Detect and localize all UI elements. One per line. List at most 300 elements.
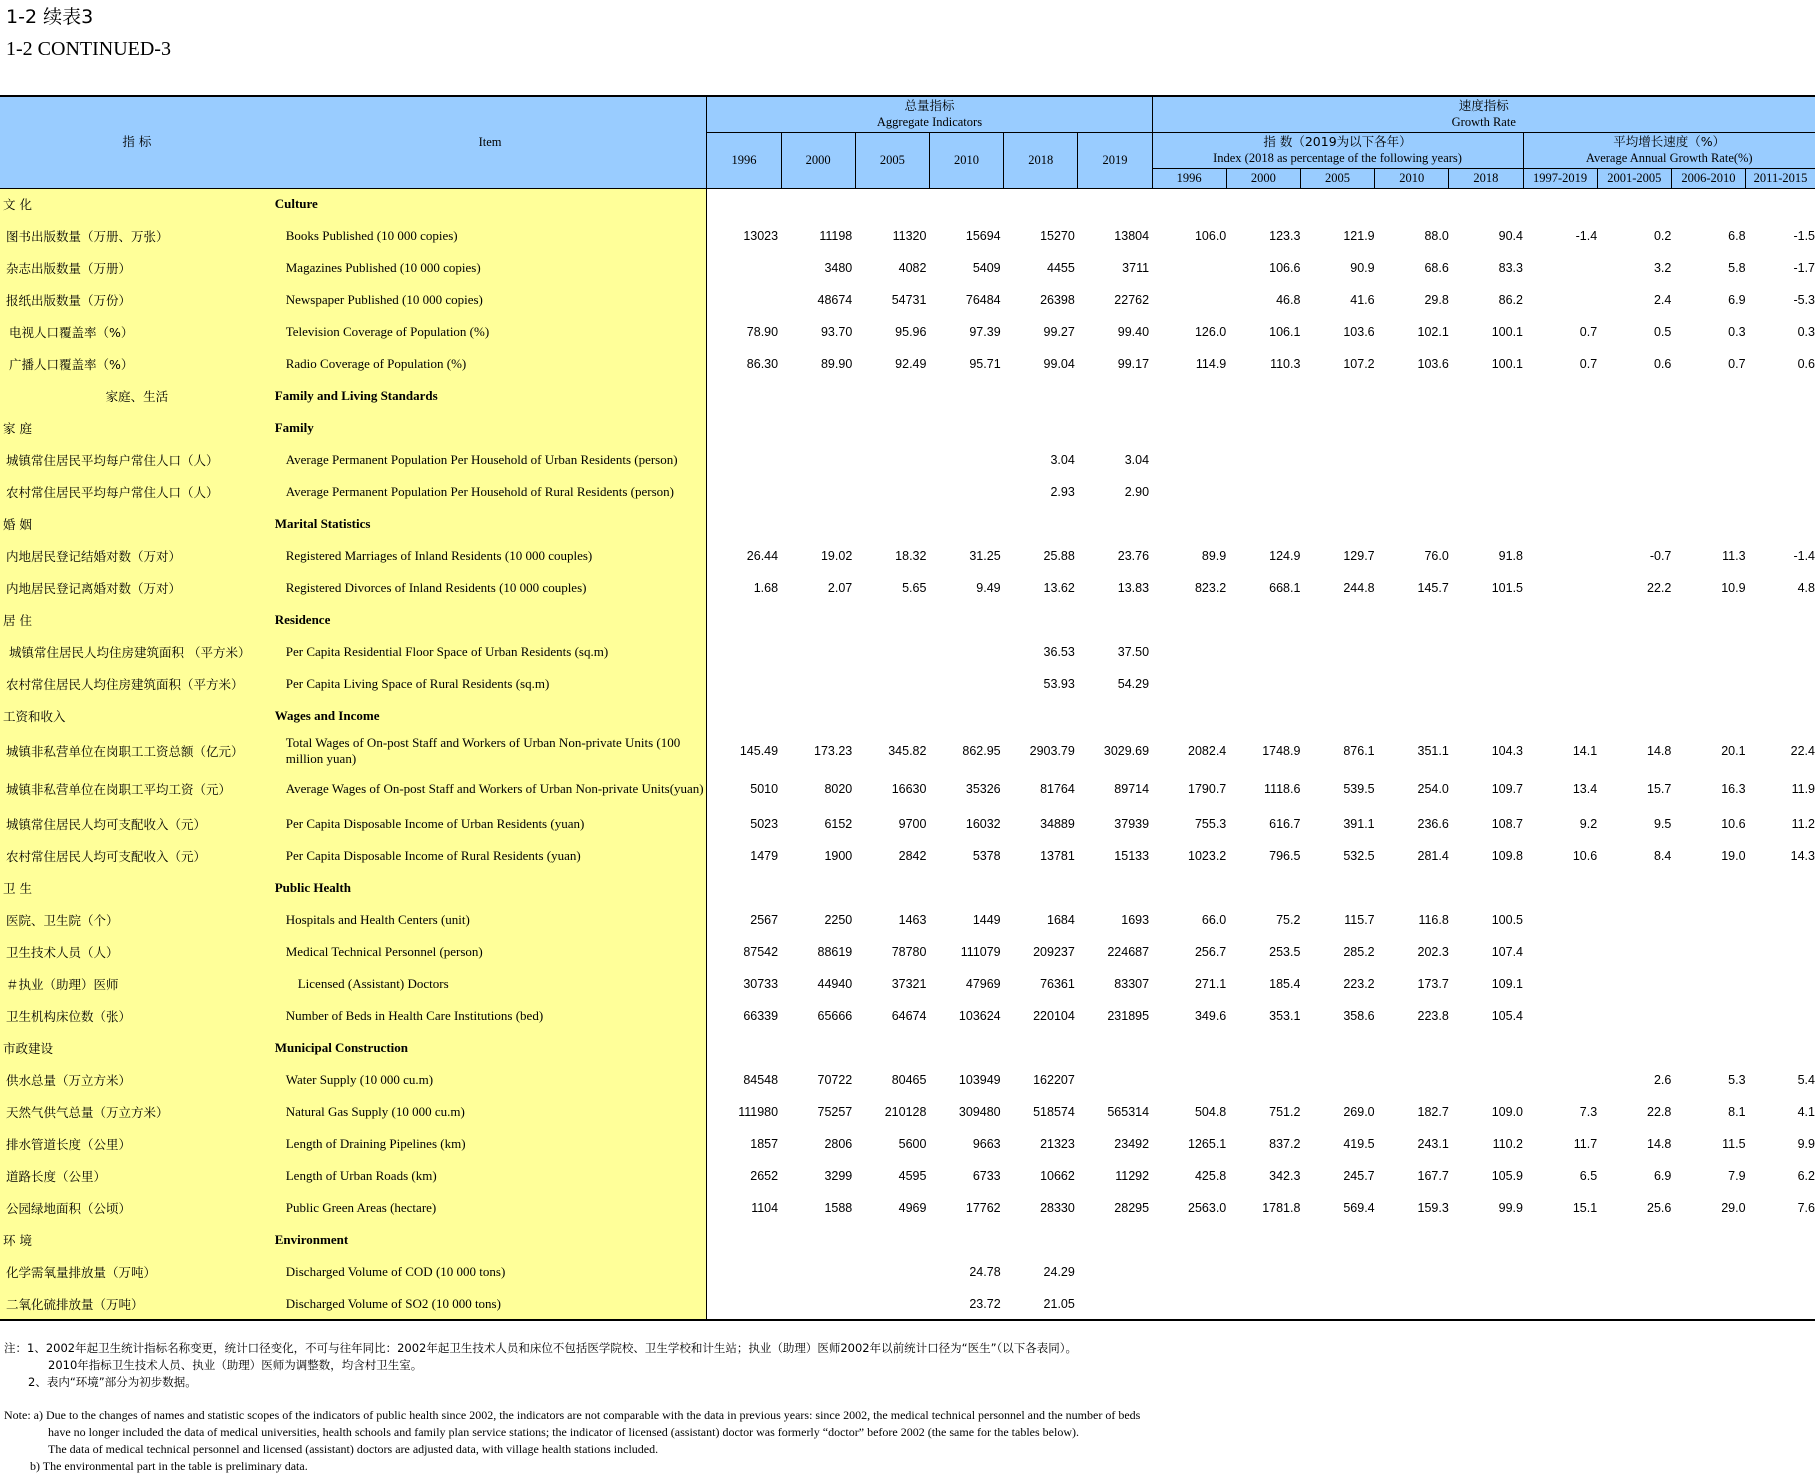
value-cell: 78.90 (746, 325, 779, 339)
table-row (0, 1288, 1815, 1320)
indicator-cn: 供水总量（万立方米） (0, 1064, 274, 1096)
value-cell: 3480 (824, 261, 853, 275)
value-cell (1597, 604, 1671, 636)
category-row (0, 604, 1815, 636)
value-cell (781, 636, 855, 668)
value-cell (929, 508, 1003, 540)
table-row (0, 668, 1815, 700)
indicator-cn: 城镇常住居民平均每户常住人口（人） (0, 444, 274, 476)
value-cell (1375, 188, 1449, 220)
value-cell: 3.2 (1653, 261, 1672, 275)
value-cell (781, 1032, 855, 1064)
value-cell: 110.2 (1492, 1137, 1523, 1151)
value-cell (707, 284, 781, 316)
value-cell (1597, 1032, 1671, 1064)
value-cell (707, 604, 781, 636)
value-cell (1152, 476, 1226, 508)
category-row (0, 508, 1815, 540)
value-cell (929, 604, 1003, 636)
value-cell: 29.0 (1721, 1201, 1746, 1215)
value-cell: 2250 (824, 913, 853, 927)
value-cell: 0.6 (1653, 357, 1672, 371)
value-cell (855, 636, 929, 668)
value-cell: 2652 (750, 1169, 779, 1183)
table-row (0, 904, 1815, 936)
header-year: 1996 (707, 132, 781, 188)
value-cell (1152, 636, 1226, 668)
table-row (0, 732, 1815, 770)
table-row (0, 252, 1815, 284)
value-cell: 224687 (1107, 945, 1150, 959)
value-cell (1746, 1256, 1815, 1288)
value-cell: 223.8 (1417, 1009, 1449, 1023)
value-cell (1523, 444, 1597, 476)
indicator-cn: 医院、卫生院（个） (0, 904, 274, 936)
value-cell: 3.04 (1050, 453, 1075, 467)
value-cell: 15133 (1114, 849, 1150, 863)
value-cell: 111980 (738, 1105, 779, 1119)
value-cell: 2903.79 (1029, 744, 1075, 758)
table-row (0, 808, 1815, 840)
value-cell: 34889 (1040, 817, 1075, 831)
value-cell: 37321 (891, 977, 927, 991)
indicator-cn: 广播人口覆盖率（%） (0, 348, 274, 380)
indicator-cn: 城镇常住居民人均可支配收入（元） (0, 808, 274, 840)
value-cell: 103624 (958, 1009, 1001, 1023)
value-cell: 0.6 (1797, 357, 1815, 371)
value-cell: 4.1 (1797, 1105, 1815, 1119)
value-cell: 14.8 (1647, 1137, 1672, 1151)
value-cell (1226, 412, 1300, 444)
value-cell: 76361 (1040, 977, 1075, 991)
value-cell (781, 1256, 855, 1288)
value-cell: 167.7 (1417, 1169, 1449, 1183)
value-cell: 99.40 (1117, 325, 1150, 339)
value-cell: 1449 (972, 913, 1001, 927)
value-cell (1449, 668, 1523, 700)
header-year: 2010 (929, 132, 1003, 188)
value-cell: 15694 (965, 229, 1001, 243)
value-cell (1449, 476, 1523, 508)
value-cell: 539.5 (1343, 782, 1375, 796)
value-cell: 90.4 (1498, 229, 1523, 243)
indicator-cn: 卫 生 (0, 872, 274, 904)
value-cell: 29.8 (1424, 293, 1449, 307)
value-cell (707, 700, 781, 732)
value-cell (1004, 412, 1078, 444)
value-cell (781, 380, 855, 412)
value-cell: 6.2 (1797, 1169, 1815, 1183)
value-cell: 1857 (750, 1137, 779, 1151)
indicator-cn: 道路长度（公里） (0, 1160, 274, 1192)
header-index-year: 2010 (1375, 168, 1449, 188)
value-cell (1300, 380, 1374, 412)
item-en: Residence (274, 604, 707, 636)
table-row (0, 220, 1815, 252)
item-en: Length of Draining Pipelines (km) (274, 1128, 707, 1160)
value-cell (855, 1288, 929, 1320)
value-cell (1449, 604, 1523, 636)
value-cell: 16630 (891, 782, 927, 796)
value-cell: 4.8 (1797, 581, 1815, 595)
value-cell: 253.5 (1269, 945, 1301, 959)
table-row (0, 476, 1815, 508)
value-cell: 8.4 (1653, 849, 1672, 863)
value-cell (1449, 412, 1523, 444)
value-cell: 16032 (965, 817, 1001, 831)
value-cell: 24.29 (1043, 1265, 1075, 1279)
value-cell (1746, 444, 1815, 476)
value-cell: 13804 (1114, 229, 1150, 243)
value-cell (1671, 412, 1745, 444)
value-cell (1078, 604, 1152, 636)
value-cell: 862.95 (962, 744, 1001, 758)
value-cell: 88.0 (1424, 229, 1449, 243)
value-cell (1300, 1224, 1374, 1256)
value-cell: 110.3 (1270, 357, 1301, 371)
value-cell: 0.3 (1797, 325, 1815, 339)
value-cell: 2.90 (1124, 485, 1150, 499)
value-cell (929, 1032, 1003, 1064)
value-cell: 37939 (1114, 817, 1150, 831)
value-cell: 2842 (898, 849, 927, 863)
item-en: Public Health (274, 872, 707, 904)
indicator-cn: 公园绿地面积（公顷） (0, 1192, 274, 1224)
value-cell: 100.1 (1491, 325, 1523, 339)
value-cell (1078, 1032, 1152, 1064)
value-cell (1078, 380, 1152, 412)
value-cell (1597, 1288, 1671, 1320)
value-cell (855, 700, 929, 732)
header-index-year: 2005 (1300, 168, 1374, 188)
indicator-cn: 报纸出版数量（万份） (0, 284, 274, 316)
value-cell (1597, 188, 1671, 220)
value-cell: 6.5 (1579, 1169, 1598, 1183)
value-cell: 106.0 (1194, 229, 1227, 243)
indicator-cn: ＃执业（助理）医师 (0, 968, 274, 1000)
value-cell: 269.0 (1343, 1105, 1375, 1119)
value-cell: 504.8 (1194, 1105, 1227, 1119)
value-cell: 210128 (884, 1105, 927, 1119)
value-cell (1746, 904, 1815, 936)
indicator-cn: 卫生机构床位数（张） (0, 1000, 274, 1032)
value-cell: 9.49 (976, 581, 1001, 595)
value-cell: 0.7 (1579, 357, 1598, 371)
table-row (0, 316, 1815, 348)
value-cell (1597, 444, 1671, 476)
table-title-cn: 1-2 续表3 (6, 6, 94, 28)
value-cell (1300, 412, 1374, 444)
value-cell (1152, 1224, 1226, 1256)
value-cell: 81764 (1040, 782, 1075, 796)
value-cell (1004, 604, 1078, 636)
value-cell: 1781.8 (1262, 1201, 1301, 1215)
value-cell (1078, 1256, 1152, 1288)
value-cell (781, 508, 855, 540)
value-cell (1671, 476, 1745, 508)
value-cell (1671, 604, 1745, 636)
value-cell (1449, 872, 1523, 904)
value-cell (1671, 380, 1745, 412)
value-cell: 281.4 (1417, 849, 1449, 863)
item-en: Marital Statistics (274, 508, 707, 540)
value-cell (929, 1224, 1003, 1256)
table-body (0, 188, 1815, 1320)
value-cell: 54731 (891, 293, 927, 307)
value-cell (1449, 636, 1523, 668)
value-cell (1078, 700, 1152, 732)
value-cell: 100.5 (1491, 913, 1523, 927)
value-cell (1375, 636, 1449, 668)
value-cell: 9.2 (1579, 817, 1598, 831)
value-cell (1078, 1064, 1152, 1096)
value-cell (1226, 1224, 1300, 1256)
value-cell (1078, 1288, 1152, 1320)
indicator-cn: 市政建设 (0, 1032, 274, 1064)
value-cell (1523, 252, 1597, 284)
value-cell (1449, 380, 1523, 412)
indicator-cn: 农村常住居民人均住房建筑面积（平方米） (0, 668, 274, 700)
value-cell: 116.8 (1418, 913, 1449, 927)
value-cell: 10.6 (1721, 817, 1746, 831)
indicator-cn: 内地居民登记结婚对数（万对） (0, 540, 274, 572)
value-cell: 22762 (1114, 293, 1150, 307)
value-cell (1671, 700, 1745, 732)
value-cell (1523, 508, 1597, 540)
value-cell: 6.9 (1728, 293, 1746, 307)
value-cell: 91.8 (1498, 549, 1523, 563)
table-title-en: 1-2 CONTINUED-3 (6, 38, 171, 60)
value-cell: -5.3 (1793, 293, 1815, 307)
value-cell (1152, 700, 1226, 732)
value-cell (1746, 188, 1815, 220)
indicator-cn: 家 庭 (0, 412, 274, 444)
value-cell: 876.1 (1343, 744, 1375, 758)
value-cell (1523, 1288, 1597, 1320)
value-cell (1226, 604, 1300, 636)
value-cell: 28330 (1040, 1201, 1075, 1215)
value-cell: 796.5 (1269, 849, 1301, 863)
indicator-cn: 电视人口覆盖率（%） (0, 316, 274, 348)
value-cell (1152, 284, 1226, 316)
value-cell: 108.7 (1491, 817, 1523, 831)
value-cell: 245.7 (1343, 1169, 1375, 1183)
value-cell: 3.04 (1124, 453, 1150, 467)
value-cell (1746, 508, 1815, 540)
value-cell (1300, 700, 1374, 732)
value-cell: 15.7 (1647, 782, 1672, 796)
value-cell: 11320 (892, 229, 927, 243)
indicator-cn: 图书出版数量（万册、万张） (0, 220, 274, 252)
value-cell (1078, 188, 1152, 220)
table-row (0, 1000, 1815, 1032)
value-cell: 162207 (1033, 1073, 1075, 1087)
value-cell (1523, 1032, 1597, 1064)
value-cell: 3711 (1122, 261, 1150, 275)
category-row (0, 700, 1815, 732)
value-cell (707, 508, 781, 540)
value-cell: 97.39 (969, 325, 1001, 339)
value-cell (855, 1256, 929, 1288)
note-en-1: Note: a) Due to the changes of names and statistic scopes of the indicators of public health since 2002, the indicators are not comparable with the data in previous years: since 2002, the medical technical personnel and the number of beds (4, 1408, 1141, 1422)
item-en: Family (274, 412, 707, 444)
value-cell: 44940 (817, 977, 853, 991)
value-cell (1004, 700, 1078, 732)
value-cell (1746, 1288, 1815, 1320)
value-cell (707, 636, 781, 668)
value-cell: 220104 (1033, 1009, 1075, 1023)
value-cell: 13781 (1040, 849, 1075, 863)
value-cell: 1684 (1047, 913, 1075, 927)
item-en: Discharged Volume of COD (10 000 tons) (274, 1256, 707, 1288)
value-cell: 1118.6 (1264, 782, 1301, 796)
value-cell: 425.8 (1194, 1169, 1227, 1183)
table-row (0, 1064, 1815, 1096)
value-cell: 569.4 (1343, 1201, 1375, 1215)
value-cell (1375, 380, 1449, 412)
value-cell: 11.2 (1791, 817, 1815, 831)
value-cell: 80465 (891, 1073, 927, 1087)
value-cell: -1.7 (1793, 261, 1815, 275)
indicator-cn: 天然气供气总量（万立方米） (0, 1096, 274, 1128)
value-cell: 89.90 (820, 357, 853, 371)
item-en: Family and Living Standards (274, 380, 707, 412)
value-cell: 11.5 (1722, 1137, 1746, 1151)
value-cell (1152, 872, 1226, 904)
value-cell: 0.3 (1728, 325, 1746, 339)
note-cn-2: 2010年指标卫生技术人员、执业（助理）医师为调整数，均含村卫生室。 (48, 1358, 423, 1372)
value-cell: 21.05 (1004, 1288, 1078, 1320)
value-cell (855, 444, 929, 476)
value-cell (1375, 1064, 1449, 1096)
value-cell (929, 188, 1003, 220)
value-cell (929, 636, 1003, 668)
category-row (0, 188, 1815, 220)
value-cell: 4969 (898, 1201, 927, 1215)
value-cell (1300, 1064, 1374, 1096)
value-cell (707, 188, 781, 220)
value-cell: 9.5 (1653, 817, 1672, 831)
value-cell: 13.83 (1117, 581, 1150, 595)
header-item-en: Item (274, 96, 707, 188)
item-en: Newspaper Published (10 000 copies) (274, 284, 707, 316)
value-cell (781, 700, 855, 732)
value-cell (1078, 872, 1152, 904)
value-cell (1226, 444, 1300, 476)
value-cell (1375, 700, 1449, 732)
indicator-cn: 化学需氧量排放量（万吨） (0, 1256, 274, 1288)
value-cell: 243.1 (1417, 1137, 1449, 1151)
value-cell: 2.4 (1653, 293, 1672, 307)
value-cell (1300, 636, 1374, 668)
value-cell: 14.8 (1647, 744, 1672, 758)
value-cell: 70722 (817, 1073, 853, 1087)
value-cell (1004, 1224, 1078, 1256)
value-cell: 173.23 (814, 744, 853, 758)
value-cell: 391.1 (1343, 817, 1375, 831)
value-cell (1449, 188, 1523, 220)
value-cell: 1104 (751, 1201, 779, 1215)
value-cell: 109.8 (1491, 849, 1523, 863)
value-cell (1152, 604, 1226, 636)
header-period: 1997-2019 (1523, 168, 1597, 188)
value-cell: 1463 (898, 913, 927, 927)
indicator-cn: 城镇常住居民人均住房建筑面积 （平方米） (0, 636, 274, 668)
header-index: 指 数（2019为以下各年） Index (2018 as percentage of the following years) (1152, 132, 1523, 168)
value-cell: 103949 (958, 1073, 1001, 1087)
value-cell (1746, 636, 1815, 668)
indicator-cn: 排水管道长度（公里） (0, 1128, 274, 1160)
value-cell: 105.9 (1491, 1169, 1523, 1183)
value-cell: -1.5 (1793, 229, 1815, 243)
value-cell: 46.8 (1276, 293, 1301, 307)
value-cell: 48674 (817, 293, 853, 307)
value-cell (1523, 904, 1597, 936)
item-en: Public Green Areas (hectare) (274, 1192, 707, 1224)
header-year: 2019 (1078, 132, 1152, 188)
value-cell (1152, 508, 1226, 540)
value-cell: 3029.69 (1103, 744, 1150, 758)
item-en: Environment (274, 1224, 707, 1256)
value-cell (1375, 1032, 1449, 1064)
value-cell: 16.3 (1721, 782, 1746, 796)
value-cell (1449, 700, 1523, 732)
value-cell (1004, 508, 1078, 540)
value-cell (1597, 700, 1671, 732)
value-cell: 616.7 (1269, 817, 1301, 831)
item-en: Wages and Income (274, 700, 707, 732)
value-cell (929, 872, 1003, 904)
value-cell (1523, 1256, 1597, 1288)
value-cell: 823.2 (1194, 581, 1227, 595)
category-row (0, 1224, 1815, 1256)
value-cell: 1693 (1121, 913, 1150, 927)
value-cell (1597, 412, 1671, 444)
value-cell: 99.27 (1043, 325, 1075, 339)
indicator-cn: 卫生技术人员（人） (0, 936, 274, 968)
item-en: Magazines Published (10 000 copies) (274, 252, 707, 284)
value-cell (1523, 412, 1597, 444)
indicator-cn: 城镇非私营单位在岗职工平均工资（元） (0, 770, 274, 808)
value-cell (707, 1224, 781, 1256)
value-cell (1375, 1256, 1449, 1288)
value-cell: 0.7 (1728, 357, 1746, 371)
value-cell (781, 444, 855, 476)
value-cell (1375, 1224, 1449, 1256)
value-cell: 4455 (1047, 261, 1075, 275)
value-cell: 5378 (972, 849, 1001, 863)
value-cell (1597, 1256, 1671, 1288)
value-cell: 2.6 (1653, 1073, 1672, 1087)
note-cn-3: 2、表内“环境”部分为初步数据。 (28, 1375, 197, 1389)
value-cell: 0.5 (1653, 325, 1672, 339)
value-cell: 83.3 (1498, 261, 1523, 275)
value-cell: 244.8 (1343, 581, 1375, 595)
value-cell: 2806 (824, 1137, 853, 1151)
table-row (0, 968, 1815, 1000)
value-cell (1671, 444, 1745, 476)
value-cell: 123.3 (1269, 229, 1301, 243)
value-cell: 121.9 (1343, 229, 1375, 243)
table-row (0, 770, 1815, 808)
value-cell: 93.70 (820, 325, 853, 339)
value-cell: 83307 (1114, 977, 1150, 991)
value-cell: 84548 (743, 1073, 779, 1087)
value-cell (1226, 1256, 1300, 1288)
value-cell: 5.65 (902, 581, 927, 595)
item-en: Average Permanent Population Per Household of Urban Residents (person) (274, 444, 707, 476)
value-cell (855, 1032, 929, 1064)
